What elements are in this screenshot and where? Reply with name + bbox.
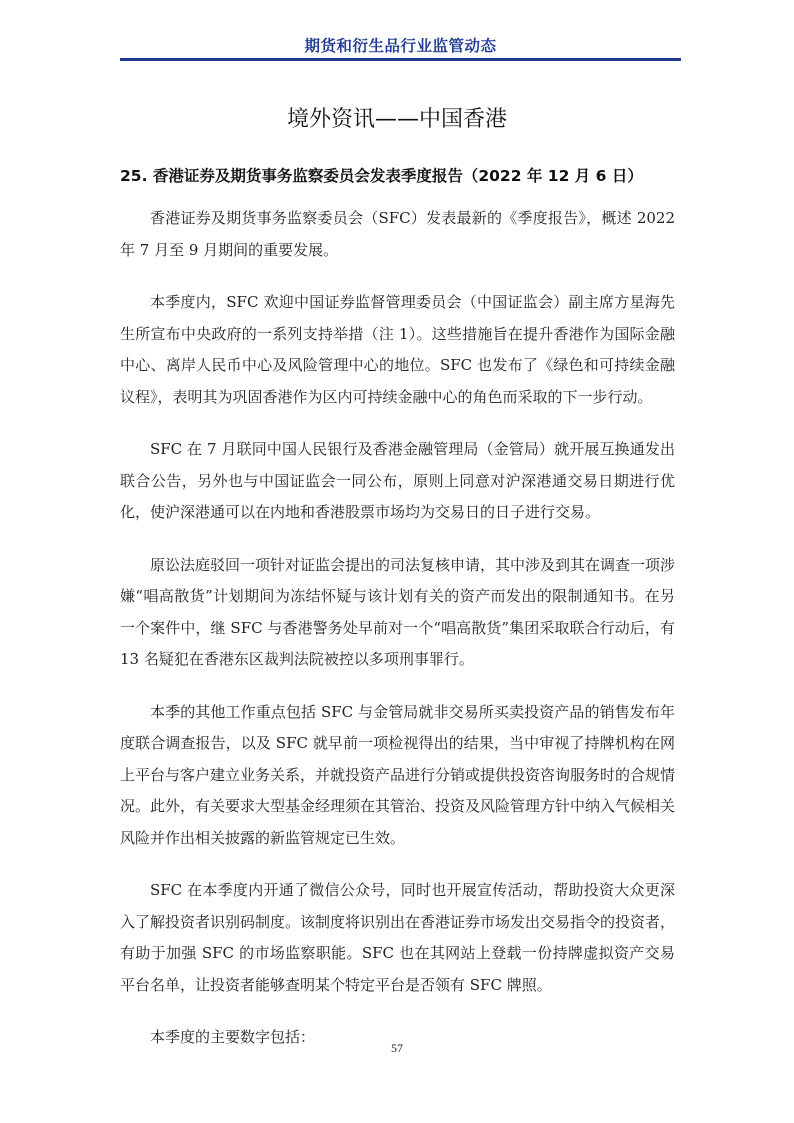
- header-divider: [120, 58, 681, 61]
- paragraph: 香港证券及期货事务监察委员会（SFC）发表最新的《季度报告》，概述 2022 年 7 月至 9 月期间的重要发展。: [120, 209, 675, 259]
- paragraph: 本季度的主要数字包括：: [150, 1028, 316, 1046]
- page-number: 57: [391, 1041, 403, 1055]
- paragraph: 本季度内，SFC 欢迎中国证券监督管理委员会（中国证监会）副主席方星海先生所宣布中央政府的一系列支持举措（注 1）。这些措施旨在提升香港作为国际金融中心、离岸人民币中心及风险管理中心的地位。SFC 也发布了《绿色和可持续金融议程》，表明其为巩固香港作为区内可持续金融中心的角色而采取的下一步行动。: [120, 293, 675, 406]
- article-heading: 25. 香港证券及期货事务监察委员会发表季度报告（2022 年 12 月 6 日）: [120, 167, 643, 185]
- paragraph: 原讼法庭驳回一项针对证监会提出的司法复核申请，其中涉及到其在调查一项涉嫌“唱高散货”计划期间为冻结怀疑与该计划有关的资产而发出的限制通知书。在另一个案件中，继 SFC 与香港警务处早前对一个“唱高散货”集团采取联合行动后，有 13 名疑犯在香港东区裁判法院被控以多项刑事罪行。: [120, 555, 676, 668]
- section-title: 境外资讯——中国香港: [286, 107, 507, 132]
- article-body: [120, 203, 675, 1075]
- running-header: 期货和衍生品行业监管动态: [304, 37, 497, 55]
- paragraph: SFC 在本季度内开通了微信公众号，同时也开展宣传活动，帮助投资大众更深入了解投资者识别码制度。该制度将识别出在香港证券市场发出交易指令的投资者，有助于加强 SFC 的市场监察职能。SFC 也在其网站上登载一份持牌虚拟资产交易平台名单，让投资者能够查明某个特定平台是否领有 SFC 牌照。: [120, 881, 676, 994]
- paragraph: 本季的其他工作重点包括 SFC 与金管局就非交易所买卖投资产品的销售发布年度联合调查报告，以及 SFC 就早前一项检视得出的结果，当中审视了持牌机构在网上平台与客户建立业务关系，并就投资产品进行分销或提供投资咨询服务时的合规情况。此外，有关要求大型基金经理须在其管治、投资及风险管理方针中纳入气候相关风险并作出相关披露的新监管规定已生效。: [120, 702, 676, 847]
- paragraph: SFC 在 7 月联同中国人民银行及香港金融管理局（金管局）就开展互换通发出联合公告，另外也与中国证监会一同公布，原则上同意对沪深港通交易日期进行优化，使沪深港通可以在内地和香港股票市场均为交易日的日子进行交易。: [120, 440, 675, 521]
